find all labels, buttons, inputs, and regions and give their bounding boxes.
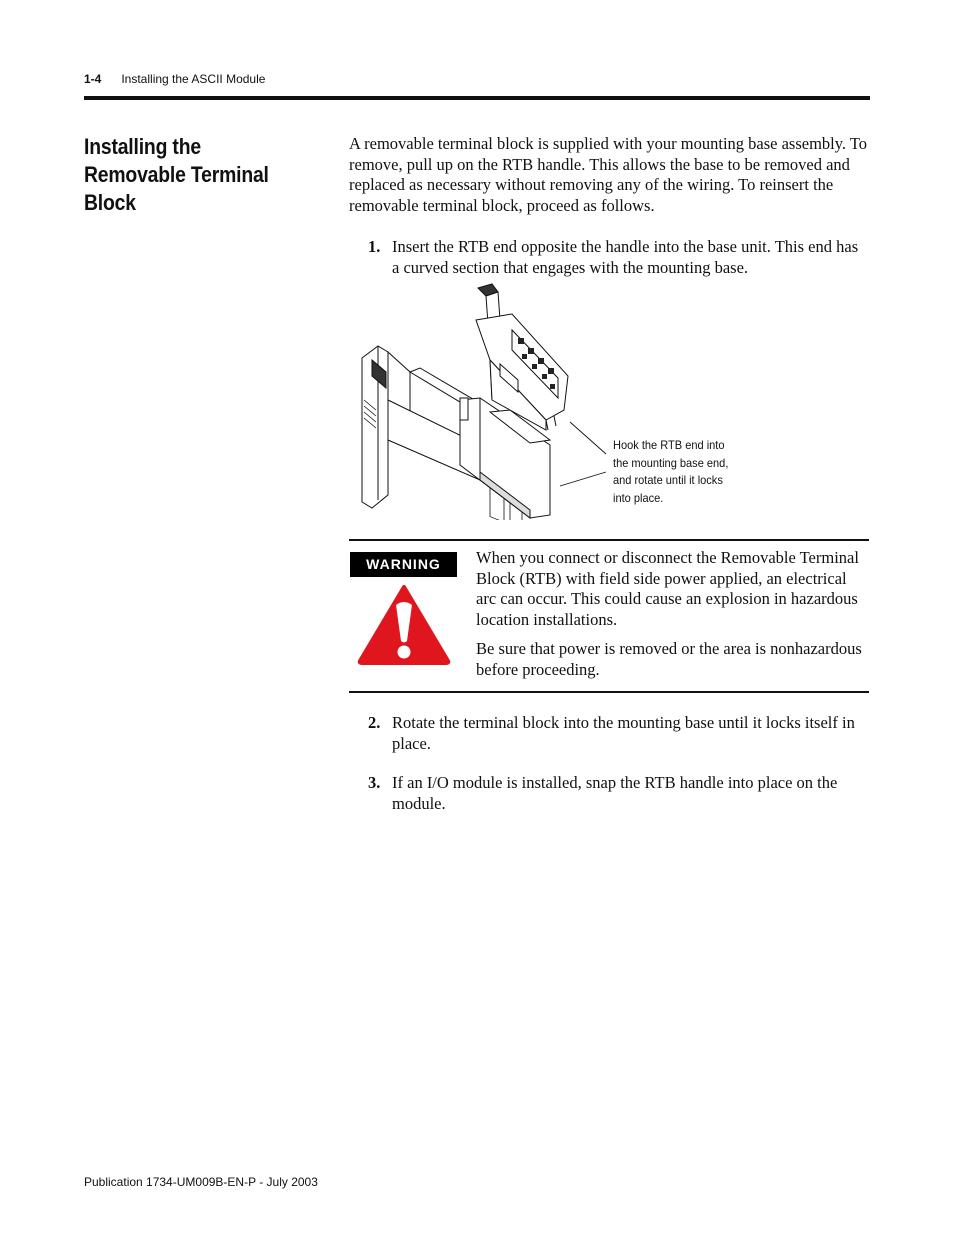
page-number: 1-4 xyxy=(84,72,102,86)
warning-label: WARNING xyxy=(350,552,457,577)
step-text: If an I/O module is installed, snap the RTB handle into place on the module. xyxy=(392,773,838,813)
section-title: Installing the Removable Terminal Block xyxy=(84,134,269,215)
running-header xyxy=(84,72,870,86)
figure-callout: Hook the RTB end into the mounting base end, and rotate until it locks into place. xyxy=(613,438,729,505)
step-2 xyxy=(368,713,868,754)
step-number: 3. xyxy=(368,773,381,792)
step-3 xyxy=(368,773,868,814)
step-1 xyxy=(368,237,868,278)
warning-bottom-rule xyxy=(349,691,869,693)
intro-paragraph: A removable terminal block is supplied with your mounting base assembly. To remove, pull up on the RTB handle. This allows the base to be removed and replaced as necessary without removing any of the wiring. To reinsert the removable terminal block, proceed as follows. xyxy=(349,134,868,215)
publication-footer: Publication 1734-UM009B-EN-P - July 2003 xyxy=(84,1175,318,1189)
step-number: 1. xyxy=(368,237,381,256)
warning-paragraph: When you connect or disconnect the Removable Terminal Block (RTB) with field side power applied, an electrical arc can occur. This could cause an explosion in hazardous location installations. xyxy=(476,548,859,629)
step-text: Rotate the terminal block into the mounting base until it locks itself in place. xyxy=(392,713,855,753)
warning-paragraph: Be sure that power is removed or the area is nonhazardous before proceeding. xyxy=(476,639,862,679)
step-number: 2. xyxy=(368,713,381,732)
warning-text xyxy=(476,548,868,689)
warning-top-rule xyxy=(349,539,869,541)
step-text: Insert the RTB end opposite the handle into the base unit. This end has a curved section that engages with the mounting base. xyxy=(392,237,859,277)
warning-triangle-icon xyxy=(356,583,452,665)
header-rule xyxy=(84,96,870,100)
section-name: Installing the ASCII Module xyxy=(121,72,266,86)
